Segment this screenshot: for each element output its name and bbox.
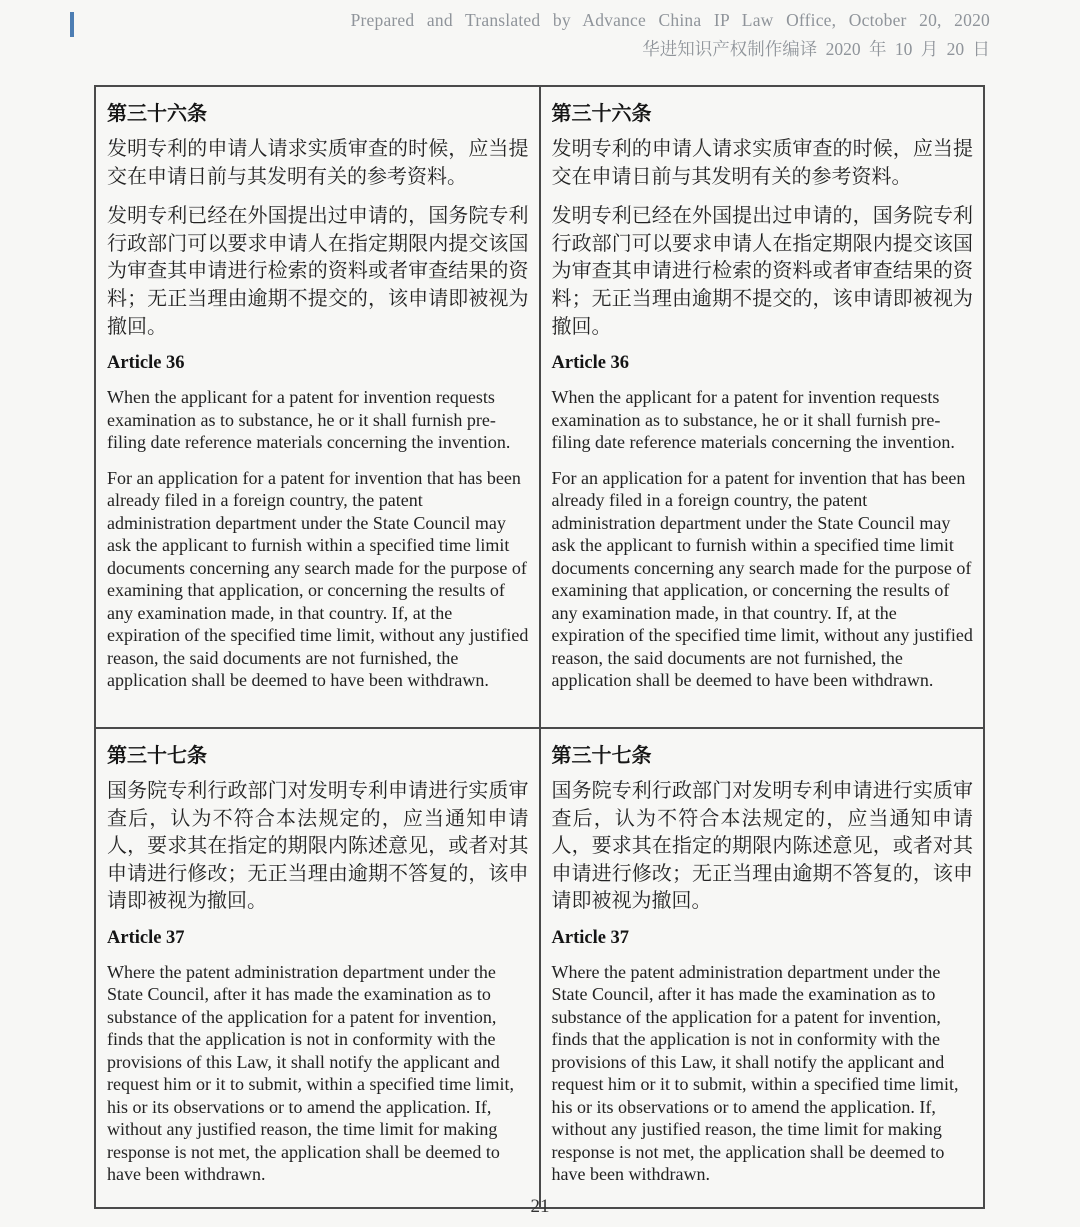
article-36-zh-paragraph: 发明专利已经在外国提出过申请的，国务院专利行政部门可以要求申请人在指定期限内提交该国为审查其申请进行检索的资料或者审查结果的资料；无正当理由逾期不提交的，该申请即被视为撤回。 bbox=[107, 205, 529, 338]
article-36-zh-paragraph: 发明专利的申请人请求实质审查的时候，应当提交在申请日前与其发明有关的参考资料。 bbox=[107, 138, 529, 188]
article-36-en-heading: Article 36 bbox=[551, 353, 630, 374]
article-37-zh-heading: 第三十七条 bbox=[551, 745, 652, 767]
article-36-zh-paragraph: 发明专利的申请人请求实质审查的时候，应当提交在申请日前与其发明有关的参考资料。 bbox=[551, 138, 973, 188]
article-36-zh-heading: 第三十六条 bbox=[107, 103, 207, 125]
article-37-cell-left bbox=[95, 728, 540, 1208]
article-36-en-heading: Article 36 bbox=[107, 353, 185, 374]
article-37-en-heading: Article 37 bbox=[551, 927, 630, 948]
article-37-zh-paragraph: 国务院专利行政部门对发明专利申请进行实质审查后，认为不符合本法规定的，应当通知申请人，要求其在指定的期限内陈述意见，或者对其申请进行修改；无正当理由逾期不答复的，该申请即被视为撤回。 bbox=[551, 780, 973, 913]
table-row-article-36 bbox=[95, 86, 984, 728]
article-37-cell-right bbox=[540, 728, 985, 1208]
articles-comparison-table bbox=[94, 85, 985, 1209]
article-36-en-paragraph: When the applicant for a patent for invention requests examination as to substance, he or it shall furnish pre-filing date reference materials concerning the invention. bbox=[551, 387, 955, 453]
article-36-cell-right bbox=[540, 86, 985, 728]
article-37-en-paragraph: Where the patent administration department under the State Council, after it has made the examination as to substance of the application for a patent for invention, finds that the application is not in conformity with the provisions of this Law, it shall notify the applicant and request him or it to submit, within a specified time limit, his or its observations or to amend the application. If, without any justified reason, the time limit for making response is not met, the application shall be deemed to have been withdrawn. bbox=[551, 961, 959, 1185]
article-37-zh-paragraph: 国务院专利行政部门对发明专利申请进行实质审查后，认为不符合本法规定的，应当通知申请人，要求其在指定的期限内陈述意见，或者对其申请进行修改；无正当理由逾期不答复的，该申请即被视为撤回。 bbox=[107, 780, 529, 913]
article-37-en-paragraph: Where the patent administration department under the State Council, after it has made the examination as to substance of the application for a patent for invention, finds that the application is not in conformity with the provisions of this Law, it shall notify the applicant and request him or it to submit, within a specified time limit, his or its observations or to amend the application. If, without any justified reason, the time limit for making response is not met, the application shall be deemed to have been withdrawn. bbox=[107, 961, 514, 1185]
page-footer bbox=[0, 1196, 1080, 1218]
page-header bbox=[351, 10, 990, 61]
table-row-article-37 bbox=[95, 728, 984, 1208]
article-36-en-paragraph: For an application for a patent for invention that has been already filed in a foreign country, the patent administration department under the State Council may ask the applicant to furnish within a specified time limit documents concerning any search made for the purpose of examining that application, or concerning the results of any examination made, in that country. If, at the expiration of the specified time limit, without any justified reason, the said documents are not furnished, the application shall be deemed to have been withdrawn. bbox=[551, 467, 973, 691]
article-36-cell-left bbox=[95, 86, 540, 728]
article-36-zh-paragraph: 发明专利已经在外国提出过申请的，国务院专利行政部门可以要求申请人在指定期限内提交该国为审查其申请进行检索的资料或者审查结果的资料；无正当理由逾期不提交的，该申请即被视为撤回。 bbox=[551, 205, 973, 338]
article-36-en-paragraph: When the applicant for a patent for invention requests examination as to substance, he or it shall furnish pre-filing date reference materials concerning the invention. bbox=[107, 387, 511, 453]
article-37-zh-heading: 第三十七条 bbox=[107, 745, 207, 767]
article-37-en-heading: Article 37 bbox=[107, 927, 185, 948]
page-number: 21 bbox=[530, 1196, 550, 1217]
blue-accent-bar bbox=[70, 12, 74, 37]
article-36-zh-heading: 第三十六条 bbox=[551, 103, 652, 125]
header-credit-chinese: 华进知识产权制作编译 2020 年 10 月 20 日 bbox=[642, 39, 990, 59]
article-36-en-paragraph: For an application for a patent for invention that has been already filed in a foreign country, the patent administration department under the State Council may ask the applicant to furnish within a specified time limit documents concerning any search made for the purpose of examining that application, or concerning the results of any examination made, in that country. If, at the expiration of the specified time limit, without any justified reason, the said documents are not furnished, the application shall be deemed to have been withdrawn. bbox=[107, 467, 529, 691]
header-credit-english: Prepared and Translated by Advance China IP Law Office, October 20, 2020 bbox=[350, 10, 990, 30]
